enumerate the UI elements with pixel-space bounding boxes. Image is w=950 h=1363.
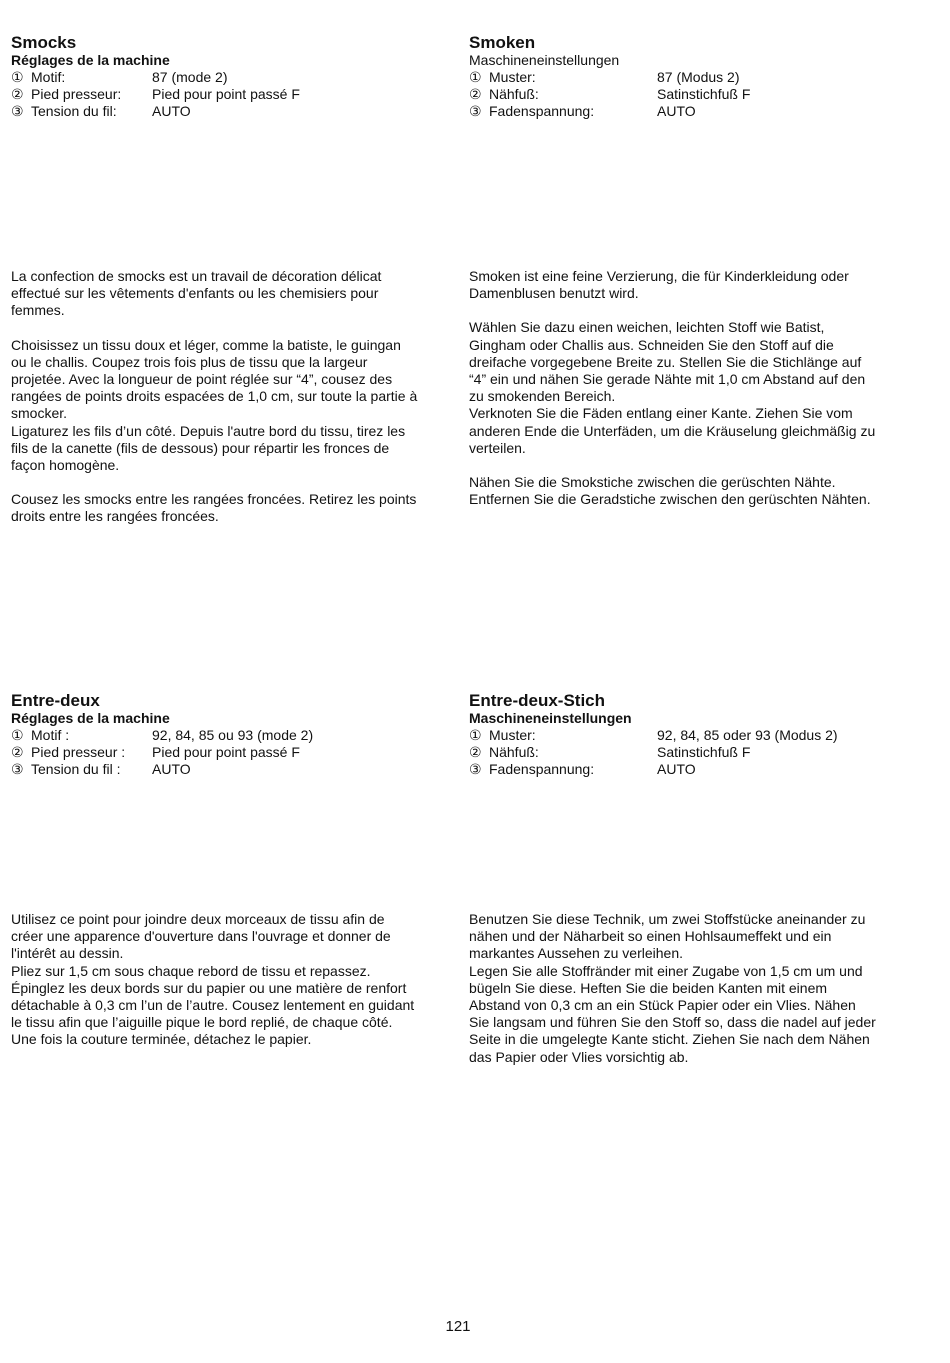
setting-number: ②	[11, 86, 24, 102]
setting-number: ②	[469, 744, 482, 760]
setting-number: ①	[469, 727, 482, 743]
smocks-settings-section	[11, 33, 447, 120]
setting-row	[11, 744, 447, 761]
section-title: Smocks	[11, 33, 77, 52]
setting-value: AUTO	[152, 103, 191, 119]
body-paragraph: Cousez les smocks entre les rangées froncées. Retirez les points droits entre les rangées froncées.	[11, 491, 417, 525]
setting-value: Satinstichfuß F	[657, 86, 751, 102]
setting-label: Fadenspannung:	[489, 761, 595, 777]
setting-label: Muster:	[489, 727, 536, 743]
body-paragraph: Nähen Sie die Smokstiche zwischen die gerüschten Nähte. Entfernen Sie die Geradstiche zwischen den gerüschten Nähten.	[469, 474, 871, 508]
setting-row	[469, 69, 905, 86]
setting-row	[469, 86, 905, 103]
setting-value: Pied pour point passé F	[152, 86, 300, 102]
section-title: Entre-deux-Stich	[469, 691, 606, 710]
setting-row	[469, 103, 905, 120]
settings-list	[469, 69, 905, 120]
section-title: Entre-deux	[11, 691, 100, 710]
section-subtitle: Réglages de la machine	[11, 710, 170, 726]
setting-row	[469, 727, 905, 744]
section-subtitle: Maschineneinstellungen	[469, 710, 632, 726]
setting-label: Motif :	[31, 727, 70, 743]
setting-row	[11, 69, 447, 86]
setting-value: 87 (mode 2)	[152, 69, 228, 85]
setting-label: Nähfuß:	[489, 86, 539, 102]
setting-label: Tension du fil:	[31, 103, 117, 119]
setting-number: ①	[11, 69, 24, 85]
entredeux-settings-section	[11, 691, 447, 778]
setting-number: ③	[11, 761, 24, 777]
setting-number: ③	[11, 103, 24, 119]
setting-label: Fadenspannung:	[489, 103, 595, 119]
settings-list	[11, 69, 447, 120]
setting-row	[469, 744, 905, 761]
body-paragraph: Smoken ist eine feine Verzierung, die für Kinderkleidung oder Damenblusen benutzt wird.	[469, 268, 849, 302]
section-subtitle: Maschineneinstellungen	[469, 52, 620, 68]
page-number: 121	[445, 1318, 471, 1335]
setting-label: Nähfuß:	[489, 744, 539, 760]
smoken-settings-section	[469, 33, 905, 120]
entredeux-body	[11, 911, 447, 1049]
smoken-body	[469, 268, 905, 508]
setting-label: Pied presseur:	[31, 86, 122, 102]
setting-number: ①	[11, 727, 24, 743]
setting-value: AUTO	[152, 761, 191, 777]
body-paragraph: Benutzen Sie diese Technik, um zwei Stoffstücke aneinander zu nähen und der Näharbeit so einen Hohlsaumeffekt und ein markantes Aussehen zu verleihen. Legen Sie alle Stoffränder mit einer Zugabe von 1,5 cm um und bügeln Sie diese. Heften Sie die beiden Kanten mit einem Abstand von 0,3 cm an ein Stück Papier oder ein Vlies. Nähen Sie langsam und führen Sie den Stoff so, dass die nadel auf jeder Seite in die umgelegte Kante sticht. Ziehen Sie nach dem Nähen das Papier oder Vlies vorsichtig ab.	[469, 911, 876, 1065]
body-paragraph: La confection de smocks est un travail de décoration délicat effectué sur les vêtements d'enfants ou les chemisiers pour femmes.	[11, 268, 382, 319]
settings-list	[469, 727, 905, 778]
setting-value: 87 (Modus 2)	[657, 69, 740, 85]
setting-value: 92, 84, 85 oder 93 (Modus 2)	[657, 727, 838, 743]
section-title: Smoken	[469, 33, 536, 52]
body-paragraph: Utilisez ce point pour joindre deux morceaux de tissu afin de créer une apparence d'ouverture dans l'ouvrage et donner de l'intérêt au dessin. Pliez sur 1,5 cm sous chaque rebord de tissu et repassez. Épinglez les deux bords sur du papier ou une matière de renfort détachable à 0,3 cm l’un de l’autre. Cousez lentement en guidant le tissu afin que l’aiguille pique le bord replié, de chaque côté. Une fois la couture terminée, détachez le papier.	[11, 911, 415, 1048]
setting-value: AUTO	[657, 103, 696, 119]
entredeux-stich-body	[469, 911, 905, 1066]
setting-number: ①	[469, 69, 482, 85]
setting-label: Muster:	[489, 69, 536, 85]
setting-row	[11, 86, 447, 103]
entredeux-stich-settings-section	[469, 691, 905, 778]
setting-row	[11, 103, 447, 120]
setting-row	[11, 761, 447, 778]
smocks-body	[11, 268, 447, 526]
section-subtitle: Réglages de la machine	[11, 52, 170, 68]
body-paragraph: Choisissez un tissu doux et léger, comme la batiste, le guingan ou le challis. Coupez trois fois plus de tissu que la largeur projetée. Avec la longueur de point réglée sur “4”, cousez des rangées de points droits espacées de 1,0 cm, sur toute la partie à smocker. Ligaturez les fils d’un côté. Depuis l'autre bord du tissu, tirez les fils de la canette (fils de dessous) pour répartir les fronces de façon homogène.	[11, 336, 418, 474]
setting-value: 92, 84, 85 ou 93 (mode 2)	[152, 727, 314, 743]
setting-number: ②	[11, 744, 24, 760]
setting-number: ③	[469, 103, 482, 119]
setting-label: Tension du fil :	[31, 761, 121, 777]
setting-label: Pied presseur :	[31, 744, 126, 760]
setting-value: AUTO	[657, 761, 696, 777]
setting-value: Pied pour point passé F	[152, 744, 300, 760]
setting-number: ②	[469, 86, 482, 102]
setting-number: ③	[469, 761, 482, 777]
settings-list	[11, 727, 447, 778]
setting-row	[11, 727, 447, 744]
setting-label: Motif:	[31, 69, 66, 85]
body-paragraph: Wählen Sie dazu einen weichen, leichten Stoff wie Batist, Gingham oder Challis aus. Schneiden Sie den Stoff auf die dreifache vorgegebene Breite zu. Stellen Sie die Stichlänge auf “4” ein und nähen Sie gerade Nähte mit 1,0 cm Abstand auf den zu smokenden Bereich. Verknoten Sie die Fäden entlang einer Kante. Ziehen Sie vom anderen Ende die Unterfäden, um die Kräuselung gleichmäßig zu verteilen.	[469, 319, 876, 456]
setting-value: Satinstichfuß F	[657, 744, 751, 760]
setting-row	[469, 761, 905, 778]
